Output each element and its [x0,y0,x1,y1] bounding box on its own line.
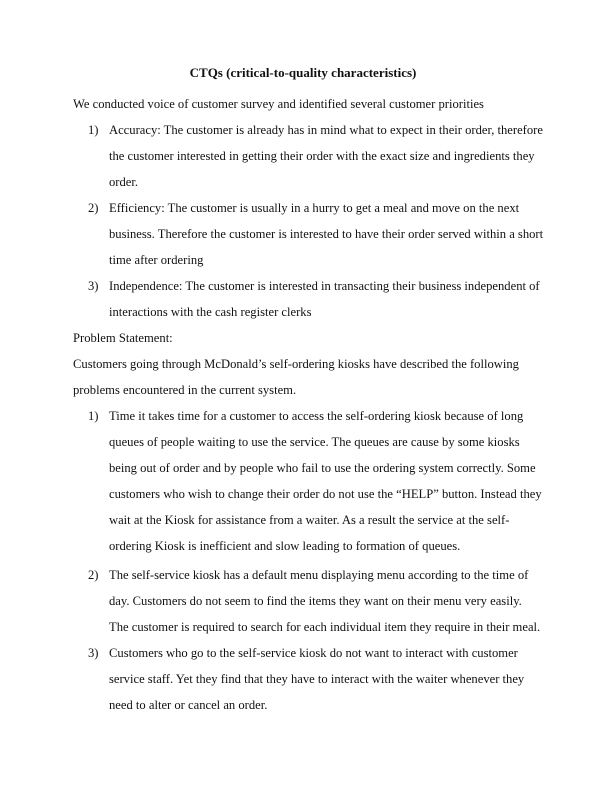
list-item-line: The customer is required to search for each individual item they require in their meal. [109,620,541,634]
list-number: 3) [88,279,99,293]
list-item-line: business. Therefore the customer is interested to have their order served within a short [109,227,544,241]
list-number: 2) [88,568,99,582]
list-number: 2) [88,201,99,215]
list-item-line: interactions with the cash register clerks [109,305,312,319]
list-item-line: order. [109,175,139,189]
list-item-line: The self-service kiosk has a default menu displaying menu according to the time of [109,568,529,582]
list-item-line: queues of people waiting to use the service. The queues are cause by some kiosks [109,435,520,449]
list-number: 3) [88,646,99,660]
list-item-line: Independence: The customer is interested in transacting their business independent of [109,279,540,293]
list-item-line: service staff. Yet they find that they have to interact with the waiter whenever they [109,672,525,686]
list-item-line: Accuracy: The customer is already has in mind what to expect in their order, therefore [109,123,543,137]
list-item-line: being out of order and by people who fail to use the ordering system correctly. Some [109,461,536,475]
list-item-line: Customers who go to the self-service kiosk do not want to interact with customer [109,646,518,660]
list-number: 1) [88,409,99,423]
list-item-line: need to alter or cancel an order. [109,698,268,712]
list-item-line: wait at the Kiosk for assistance from a waiter. As a result the service at the self- [109,513,510,527]
list-item-line: Efficiency: The customer is usually in a hurry to get a meal and move on the next [109,201,520,215]
document-title: CTQs (critical-to-quality characteristics) [189,65,417,80]
list-item-line: time after ordering [109,253,204,267]
list-item-line: ordering Kiosk is inefficient and slow leading to formation of queues. [109,539,461,553]
problem-intro-line: problems encountered in the current system. [73,383,297,397]
intro-paragraph: We conducted voice of customer survey and identified several customer priorities [73,97,484,111]
problem-heading: Problem Statement: [73,331,173,345]
list-number: 1) [88,123,99,137]
list-item-line: the customer interested in getting their order with the exact size and ingredients they [109,149,535,163]
list-item-line: Time it takes time for a customer to access the self-ordering kiosk because of long [109,409,524,423]
list-item-line: day. Customers do not seem to find the items they want on their menu very easily. [109,594,522,608]
list-item-line: customers who wish to change their order do not use the “HELP” button. Instead they [109,487,542,501]
problem-intro-line: Customers going through McDonald’s self-ordering kiosks have described the following [73,357,519,371]
